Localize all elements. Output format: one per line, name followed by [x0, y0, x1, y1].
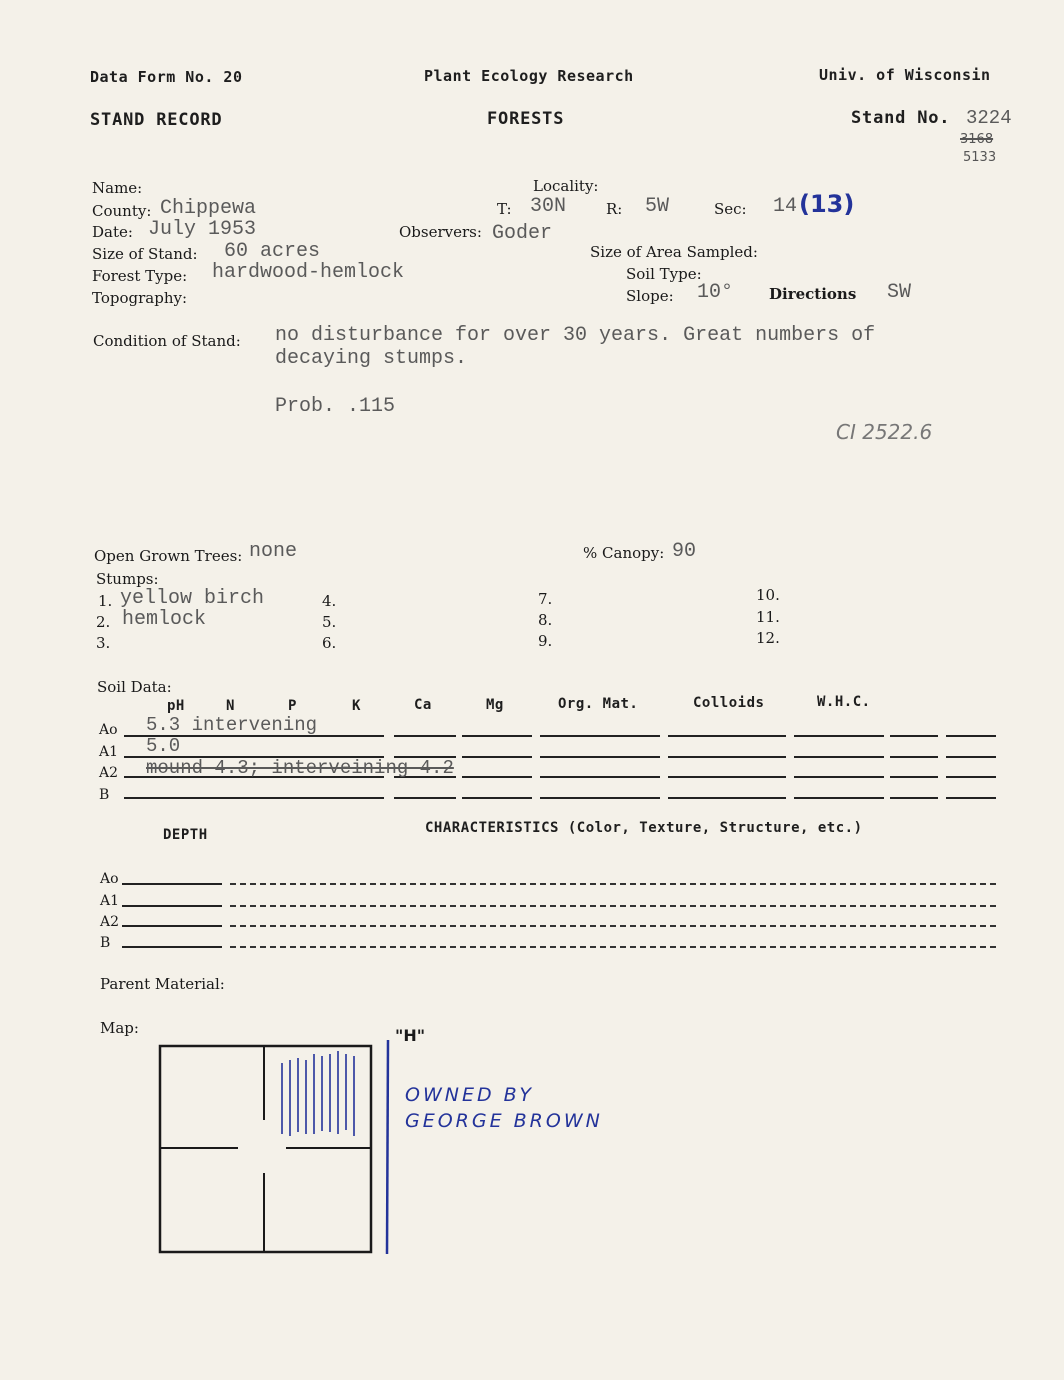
stump-number: 1. — [98, 592, 113, 610]
soil-column-header: K — [352, 698, 361, 714]
date-label: Date: — [92, 223, 133, 241]
stand-no-label: Stand No. — [851, 108, 951, 128]
depth-label: DEPTH — [163, 827, 208, 843]
soil-type-label: Soil Type: — [626, 265, 702, 283]
r-label: R: — [606, 200, 623, 218]
condition-label: Condition of Stand: — [93, 332, 241, 350]
stump-number: 5. — [322, 613, 337, 631]
soil-column-header: Mg — [486, 697, 504, 713]
pencil-note: CI 2522.6 — [836, 420, 933, 444]
county-value: Chippewa — [160, 197, 257, 220]
size-label: Size of Stand: — [92, 245, 198, 263]
probability-value: Prob. .115 — [275, 395, 396, 418]
record-title: STAND RECORD — [90, 110, 223, 130]
stump-number: 12. — [756, 629, 780, 647]
char-horizon-label: B — [100, 935, 111, 951]
slope-label: Slope: — [626, 287, 674, 305]
canopy-value: 90 — [672, 540, 697, 563]
topography-label: Topography: — [92, 289, 188, 307]
stump-number: 11. — [756, 608, 780, 626]
stand-no-alt2: 5133 — [963, 150, 997, 165]
owner-note-line2: GEORGE BROWN — [405, 1110, 603, 1132]
stand-map — [150, 1030, 670, 1270]
observers-label: Observers: — [399, 223, 482, 241]
directions-value: SW — [887, 281, 912, 304]
stumps-label: Stumps: — [96, 570, 159, 588]
date-value: July 1953 — [148, 218, 257, 241]
soil-value-a2: mound 4.3; interveining 4.2 — [146, 757, 454, 779]
sec-value: 14 — [773, 195, 798, 218]
r-value: 5W — [645, 195, 670, 218]
char-horizon-label: Ao — [100, 871, 119, 887]
soil-column-header: Colloids — [693, 695, 765, 711]
parent-material-label: Parent Material: — [100, 975, 225, 993]
category-title: FORESTS — [487, 109, 565, 129]
owner-note-line1: OWNED BY — [405, 1084, 534, 1106]
size-value: 60 acres — [224, 240, 321, 263]
stump-number: 10. — [756, 586, 780, 604]
map-label: Map: — [100, 1019, 139, 1037]
soil-column-header: pH — [167, 698, 185, 714]
directions-label: Directions — [769, 285, 857, 303]
sec-label: Sec: — [714, 200, 747, 218]
soil-column-header: Ca — [414, 697, 432, 713]
soil-horizon-label: A2 — [99, 765, 119, 781]
soil-column-header: W.H.C. — [817, 694, 871, 710]
stump-number: 4. — [322, 592, 337, 610]
stand-no-alt1: 3168 — [960, 132, 994, 147]
map-h-label: "H" — [395, 1026, 426, 1045]
county-label: County: — [92, 202, 152, 220]
soil-column-header: Org. Mat. — [558, 696, 639, 712]
stump-number: 8. — [538, 611, 553, 629]
condition-line2: decaying stumps. — [275, 347, 468, 370]
characteristics-label: CHARACTERISTICS (Color, Texture, Structure, etc.) — [425, 820, 863, 836]
name-label: Name: — [92, 179, 143, 197]
soil-value-ao: 5.3 intervening — [146, 714, 318, 736]
char-horizon-label: A2 — [100, 914, 120, 930]
stump-number: 6. — [322, 634, 337, 652]
locality-label: Locality: — [533, 177, 599, 195]
forest-type-value: hardwood-hemlock — [212, 261, 405, 284]
stand-no-value: 3224 — [966, 107, 1012, 129]
forest-type-label: Forest Type: — [92, 267, 188, 285]
area-sampled-label: Size of Area Sampled: — [590, 243, 758, 261]
stump-value: yellow birch — [120, 587, 265, 610]
sec-ink-note: (13) — [799, 190, 855, 218]
condition-line1: no disturbance for over 30 years. Great numbers of — [275, 324, 876, 347]
soil-horizon-label: Ao — [99, 722, 118, 738]
char-horizon-label: A1 — [100, 893, 120, 909]
open-grown-label: Open Grown Trees: — [94, 547, 243, 565]
observers-value: Goder — [492, 222, 553, 245]
stump-value: hemlock — [122, 608, 207, 631]
t-value: 30N — [530, 195, 567, 218]
soil-data-label: Soil Data: — [97, 678, 172, 696]
soil-value-a1: 5.0 — [146, 735, 181, 757]
t-label: T: — [497, 200, 512, 218]
form-number: Data Form No. 20 — [90, 68, 243, 86]
open-grown-value: none — [249, 540, 298, 563]
canopy-label: % Canopy: — [583, 544, 665, 562]
org-name: Plant Ecology Research — [424, 67, 634, 85]
stump-number: 3. — [96, 634, 111, 652]
soil-column-header: P — [288, 698, 297, 714]
stump-number: 9. — [538, 632, 553, 650]
soil-column-header: N — [226, 698, 235, 714]
slope-value: 10° — [697, 281, 734, 304]
soil-horizon-label: B — [99, 787, 110, 803]
soil-horizon-label: A1 — [99, 744, 119, 760]
stump-number: 2. — [96, 613, 111, 631]
stump-number: 7. — [538, 590, 553, 608]
university-name: Univ. of Wisconsin — [819, 66, 991, 84]
